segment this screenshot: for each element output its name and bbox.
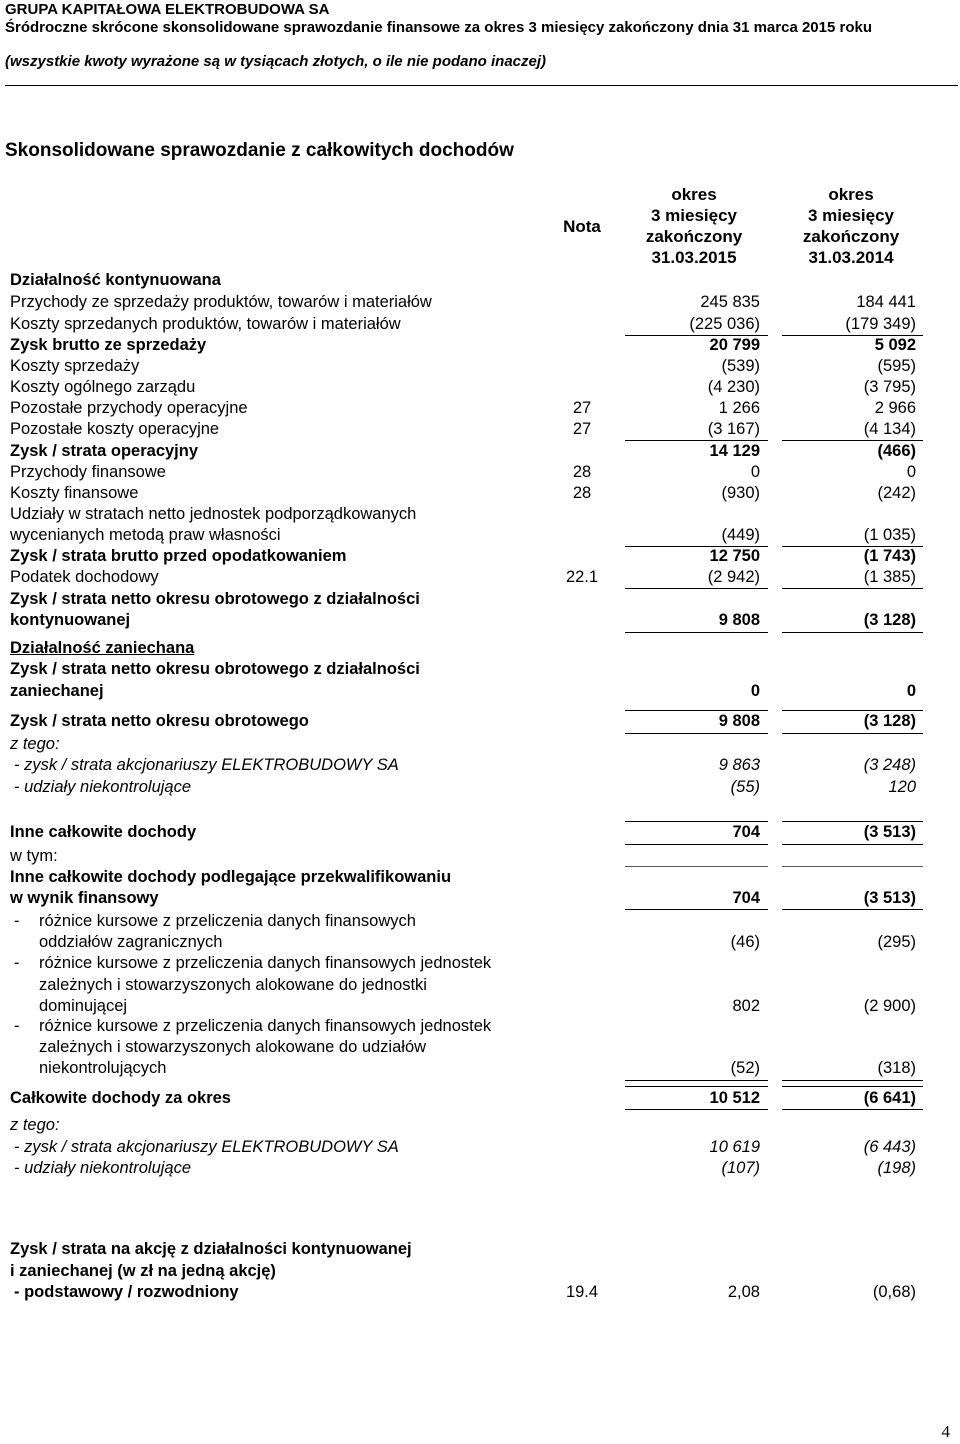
column-header-2015: okres 3 miesięcy zakończony 31.03.2015 <box>645 185 743 267</box>
total-line <box>625 844 768 845</box>
company-name: GRUPA KAPITAŁOWA ELEKTROBUDOWA SA <box>5 1 330 18</box>
subtotal-line <box>625 1080 768 1081</box>
report-title: Śródroczne skrócone skonsolidowane sprawozdanie finansowe za okres 3 miesięcy zakończony dnia 31 marca 2015 roku <box>5 19 872 36</box>
total-line <box>782 909 923 910</box>
total-line <box>625 1109 768 1110</box>
subtotal-line <box>625 588 768 589</box>
total-line <box>782 1109 923 1110</box>
statement-title: Skonsolidowane sprawozdanie z całkowitych dochodów <box>5 140 514 161</box>
total-line <box>782 733 923 734</box>
page-number: 4 <box>941 1422 950 1441</box>
total-line <box>782 632 923 633</box>
subtotal-line <box>782 1086 923 1087</box>
amounts-note: (wszystkie kwoty wyrażone są w tysiącach złotych, o ile nie podano inaczej) <box>5 53 547 70</box>
column-header-2014: okres 3 miesięcy zakończony 31.03.2014 <box>802 185 900 267</box>
nota-column-header: Nota <box>563 217 601 236</box>
total-line <box>625 733 768 734</box>
subtotal-line <box>625 1086 768 1087</box>
header-rule <box>5 85 958 86</box>
subtotal-line <box>782 588 923 589</box>
total-line <box>625 909 768 910</box>
separator-line <box>625 866 768 867</box>
total-line <box>782 844 923 845</box>
subtotal-line <box>782 1080 923 1081</box>
separator-line <box>782 866 923 867</box>
total-line <box>625 632 768 633</box>
